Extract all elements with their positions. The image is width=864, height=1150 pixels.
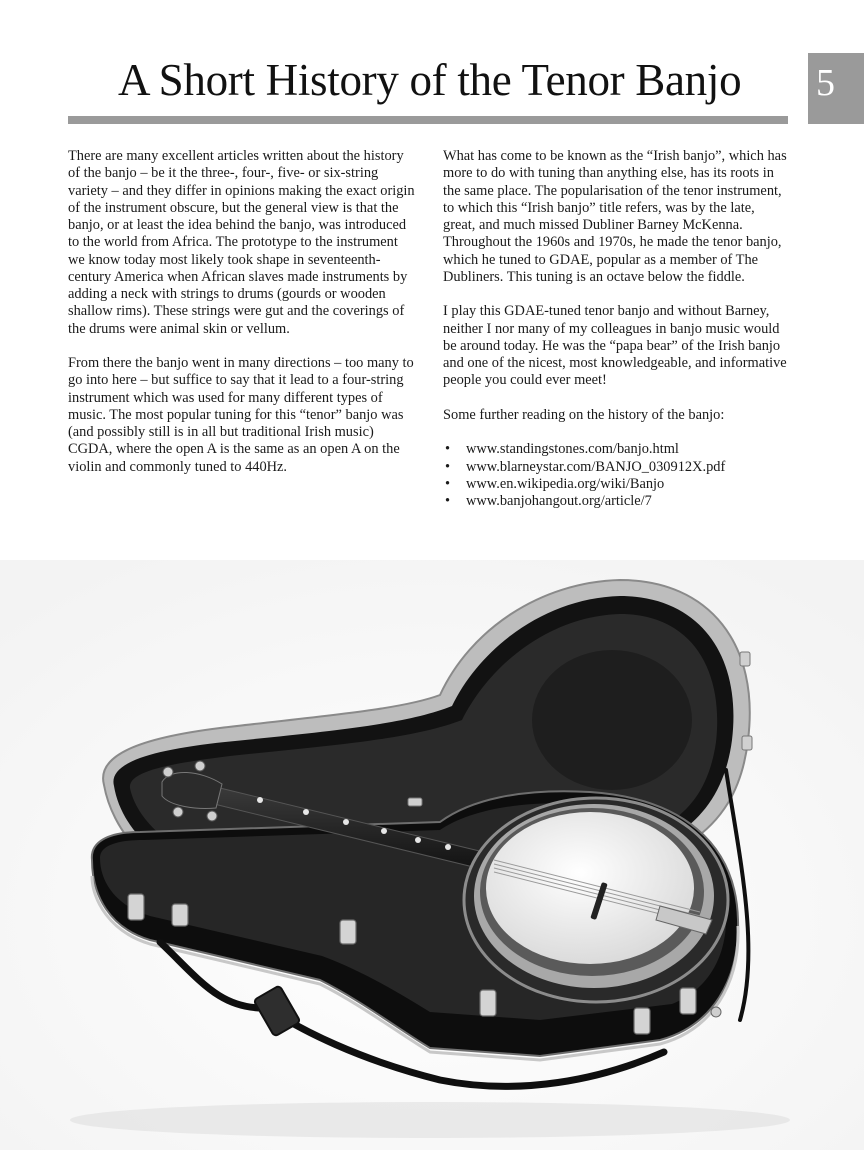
reading-link[interactable]: • www.blarneystar.com/BANJO_030912X.pdf [443,459,789,476]
further-reading-list [443,441,789,510]
page-number-tab: 5 [808,53,864,124]
left-column [68,148,418,493]
right-column [443,148,789,510]
left-paragraph-2: From there the banjo went in many directions – too many to go into here – but suffice to say that it lead to a four-string instrument which was used for many different types of music. The most popular tuning for this “tenor” banjo was (and possibly still is in all but traditional Irish music) CGDA, where the open A is the same as an open A on the violin and commonly tuned to 440Hz. [68,355,414,475]
reading-link[interactable]: • www.en.wikipedia.org/wiki/Banjo [443,476,789,493]
title-underline-rule [68,116,788,124]
right-paragraph-2: I play this GDAE-tuned tenor banjo and without Barney, neither I nor many of my colleagues in banjo music would be around today. He was the “papa bear” of the Irish banjo and one of the nicest, most knowledgeable, and informative people you could ever meet! [443,303,787,389]
banjo-in-case-photo [0,560,864,1150]
right-paragraph-1: What has come to be known as the “Irish banjo”, which has more to do with tuning than anything else, has its roots in the same place. The popularisation of the tenor instrument, to which this “Irish banjo” title refers, was by the late, great, and much missed Dubliner Barney McKenna. Throughout the 1960s and 1970s, he made the tenor banjo, which he tuned to GDAE, popular as a member of The Dubliners. This tuning is an octave below the fiddle. [443,148,787,285]
right-paragraph-3: Some further reading on the history of the banjo: [443,406,725,423]
banjo-pot [464,798,728,1002]
page-title: A Short History of the Tenor Banjo [118,55,742,105]
reading-link[interactable]: • www.banjohangout.org/article/7 [443,493,789,510]
left-paragraph-1: There are many excellent articles written about the history of the banjo – be it the three-, four-, five- or six-string variety – and they differ in opinions making the exact origin of the instrument obscure, but the general view is that the banjo, or at least the idea behind the banjo, was introduced to the world from Africa. The prototype to the instrument we know today most likely took shape in seventeenth-century America when African slaves made instruments by adding a neck with strings to drums (gourds or wooden shallow rims). These strings were gut and the coverings of the drums were animal skin or vellum. [68,148,415,337]
reading-link[interactable]: • www.standingstones.com/banjo.html [443,441,789,458]
